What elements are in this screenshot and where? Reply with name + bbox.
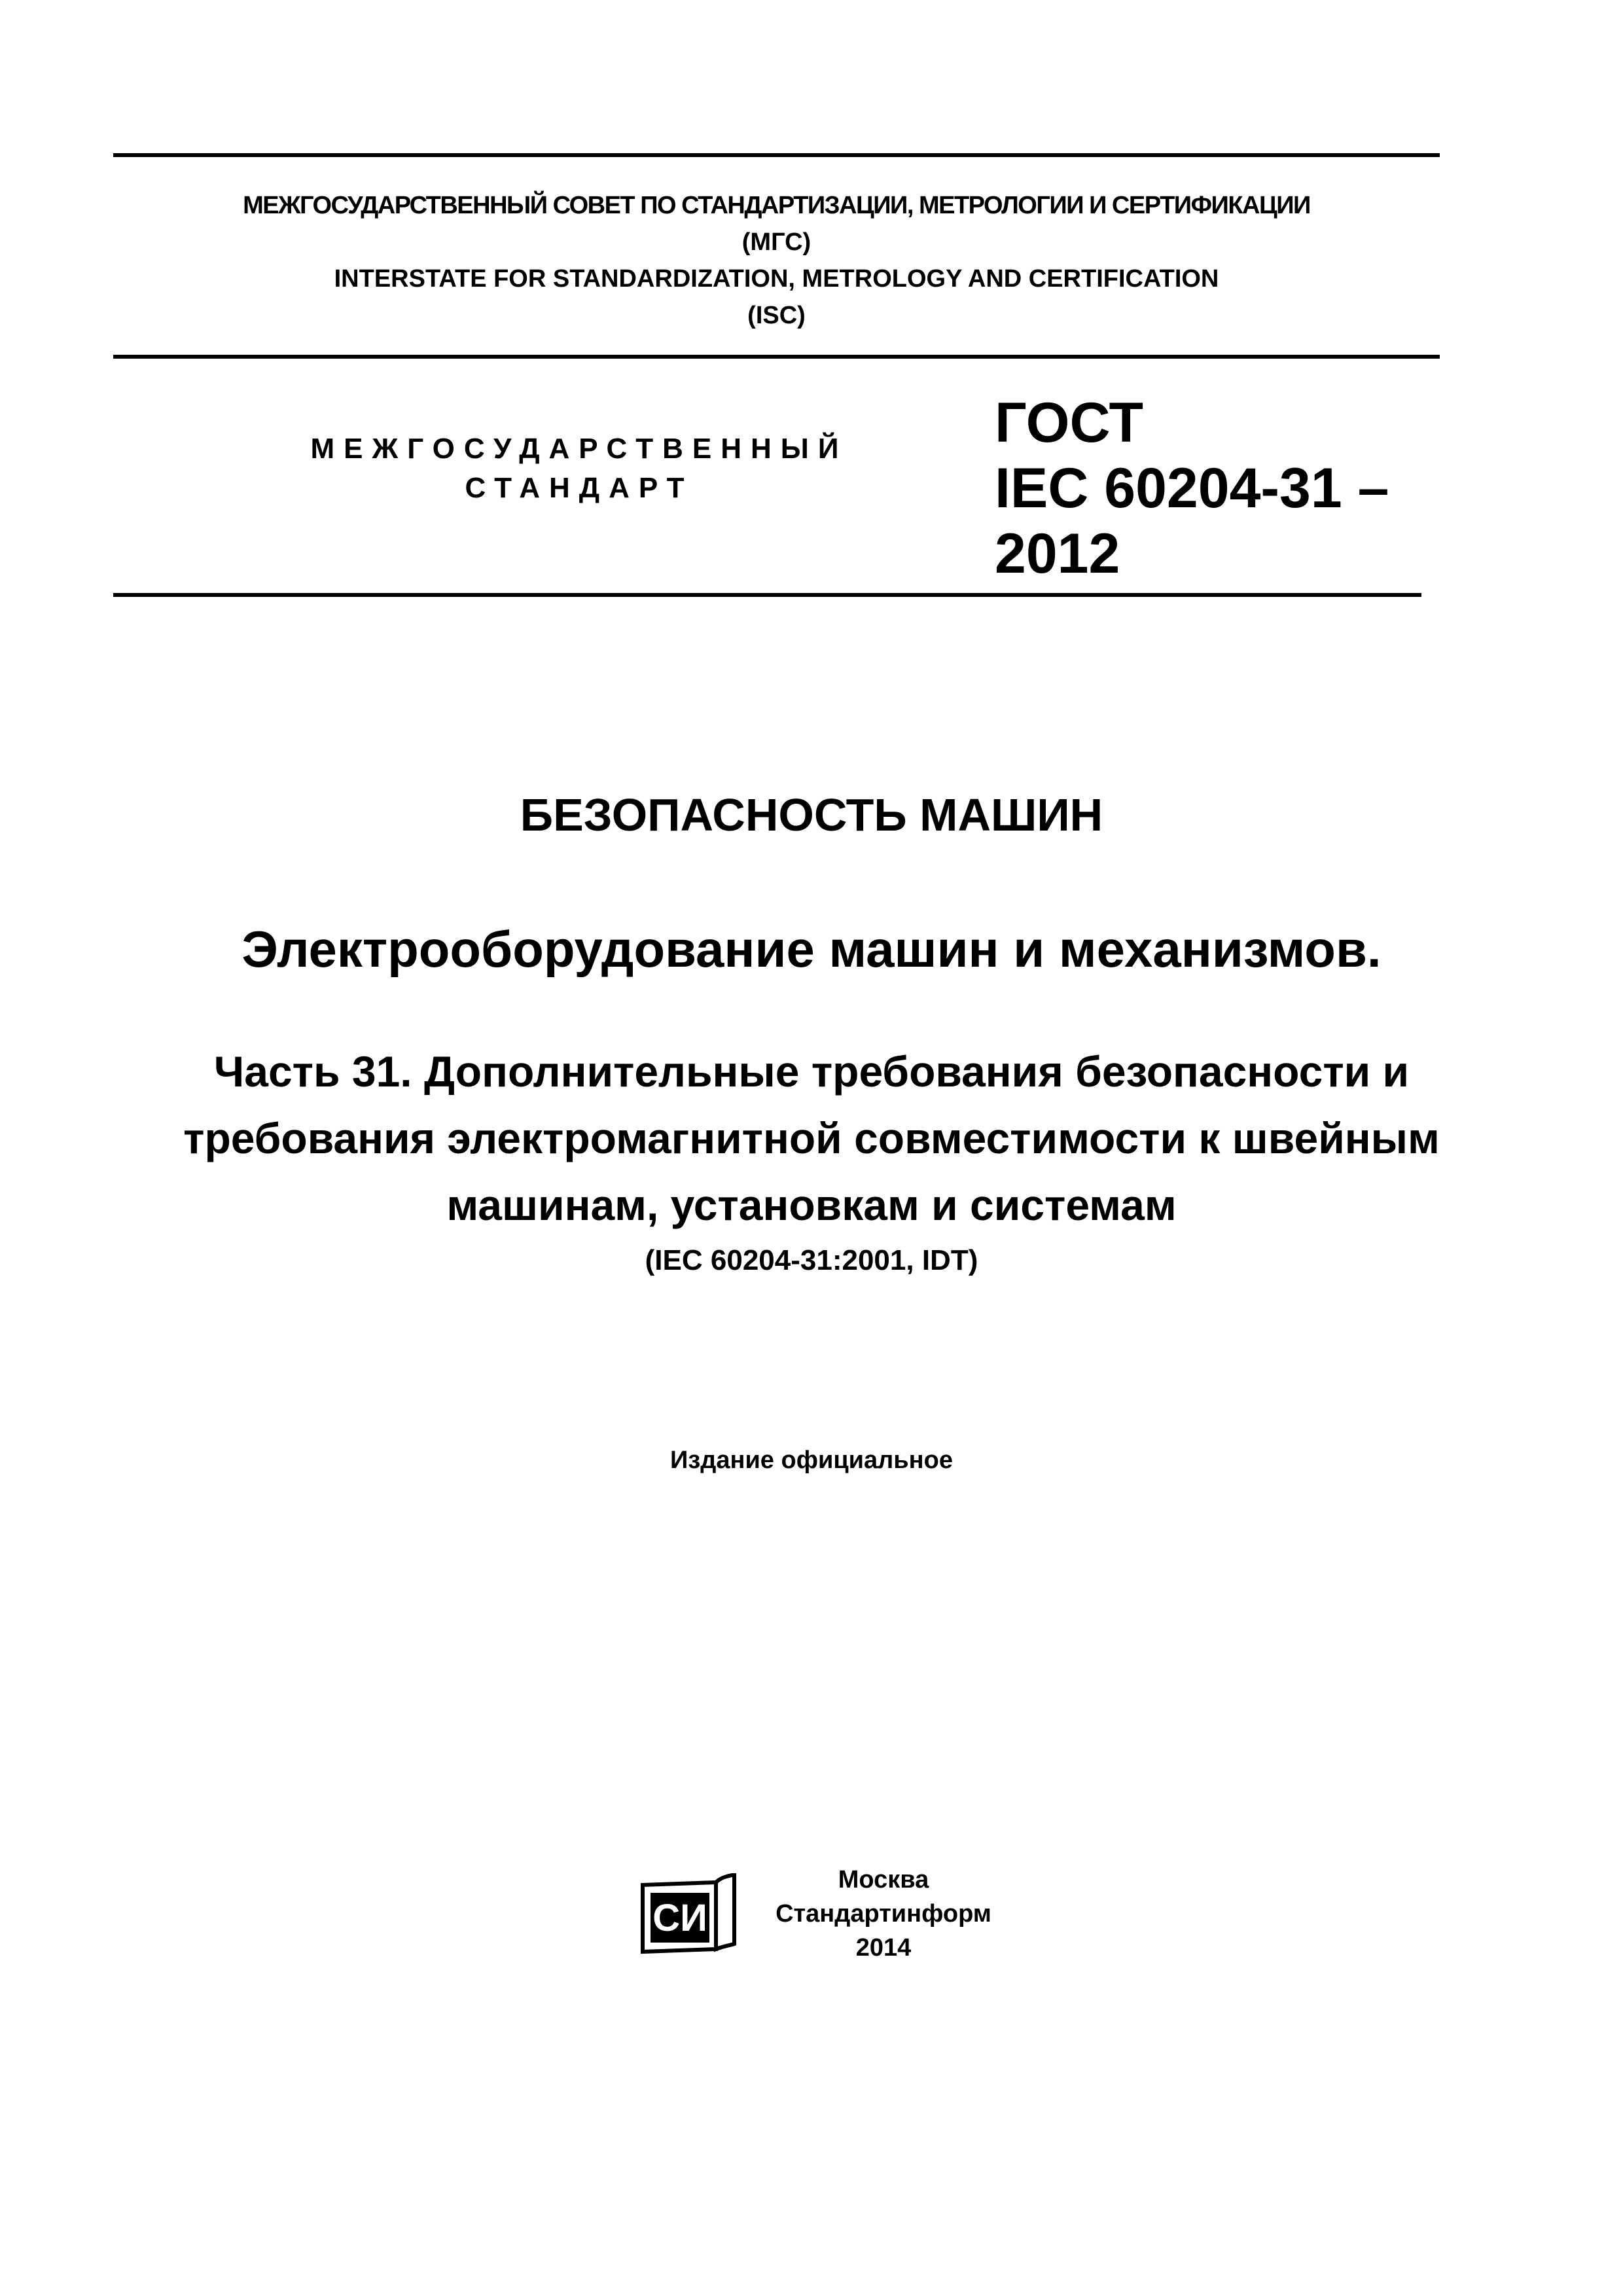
document-subtitle: Электрооборудование машин и механизмов. xyxy=(241,920,1382,978)
document-title: БЕЗОПАСНОСТЬ МАШИН xyxy=(520,789,1103,840)
standartinform-logo-icon xyxy=(639,1873,738,1957)
part-title-line3: машинам, установкам и системам xyxy=(446,1181,1177,1229)
part-title-line1: Часть 31. Дополнительные требования безопасности и xyxy=(213,1047,1410,1096)
council-name-en: INTERSTATE FOR STANDARDIZATION, METROLOGY AND CERTIFICATION xyxy=(334,265,1219,293)
middle-rule xyxy=(113,355,1440,359)
standard-code-line1: ГОСТ xyxy=(995,391,1144,454)
standard-code xyxy=(995,390,1420,586)
council-header xyxy=(113,187,1440,334)
publisher-block xyxy=(759,1863,1008,1965)
publication-year: 2014 xyxy=(855,1934,912,1962)
council-abbr-ru: (МГС) xyxy=(741,228,812,256)
svg-text:СИ: СИ xyxy=(652,1897,707,1939)
standard-type-line2: СТАНДАРТ xyxy=(465,472,694,504)
standard-code-line2: IEC 60204-31 – xyxy=(995,457,1389,520)
standard-code-line3: 2012 xyxy=(995,522,1120,585)
part-title-line2: требования электромагнитной совместимости к швейным xyxy=(183,1114,1440,1162)
standard-type-line1: МЕЖГОСУДАРСТВЕННЫЙ xyxy=(310,433,848,465)
iec-reference: (IEC 60204-31:2001, IDT) xyxy=(645,1244,978,1276)
publisher-city: Москва xyxy=(838,1866,929,1893)
document-part-title xyxy=(92,1038,1531,1238)
top-rule xyxy=(113,153,1440,157)
bottom-rule xyxy=(113,593,1421,597)
council-name-ru: МЕЖГОСУДАРСТВЕННЫЙ СОВЕТ ПО СТАНДАРТИЗАЦИИ, МЕТРОЛОГИИ И СЕРТИФИКАЦИИ xyxy=(243,192,1310,219)
council-abbr-en: (ISC) xyxy=(747,302,806,329)
standard-type-label xyxy=(288,429,870,508)
edition-label: Издание официальное xyxy=(670,1446,953,1474)
publisher-name: Стандартинформ xyxy=(776,1900,991,1928)
